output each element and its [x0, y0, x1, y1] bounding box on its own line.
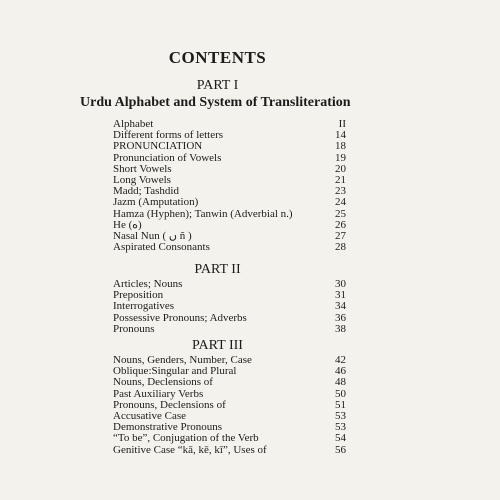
toc-entry-page: 36 — [335, 311, 346, 324]
toc-entry-title: Possessive Pronouns; Adverbs — [113, 311, 247, 324]
toc-entry-title: Alphabet — [113, 118, 154, 130]
toc-entry-page: 20 — [335, 162, 346, 175]
toc-entry-title: Genitive Case “kā, kē, kī”, Uses of — [113, 443, 267, 456]
toc-entry-title: Accusative Case — [113, 410, 186, 423]
toc-entry-title: Articles; Nouns — [113, 278, 183, 290]
toc-entry-page: II — [338, 118, 346, 130]
toc-entry-page: 48 — [335, 376, 346, 389]
toc-entry-title: Pronouns — [113, 322, 155, 335]
toc-entry-title: Pronunciation of Vowels — [113, 151, 222, 164]
contents-heading: CONTENTS — [168, 48, 267, 67]
toc-entry — [113, 445, 346, 456]
toc-entry — [113, 197, 346, 208]
toc-entry — [113, 301, 346, 312]
toc-entry-page: 21 — [335, 174, 346, 187]
toc-entry-title: Demonstrative Pronouns — [113, 421, 223, 434]
toc-entry-page: 46 — [335, 365, 346, 378]
toc-entry-title: Short Vowels — [113, 162, 172, 175]
toc-entry-page: 25 — [335, 207, 346, 220]
part2-list — [113, 279, 346, 335]
toc-entry-page: 56 — [335, 443, 346, 456]
toc-entry-page: 14 — [335, 129, 346, 142]
toc-entry-page: 26 — [335, 218, 346, 231]
toc-entry-title: Pronouns, Declensions of — [113, 398, 226, 411]
toc-entry-page: 53 — [335, 410, 346, 423]
toc-entry-page: 51 — [335, 398, 346, 411]
toc-entry — [113, 209, 346, 220]
toc-entry-page: 23 — [335, 185, 346, 198]
part3-list — [113, 355, 346, 456]
toc-entry-page: 34 — [335, 300, 346, 313]
toc-entry-title: Aspirated Consonants — [113, 241, 210, 254]
toc-entry — [113, 377, 346, 388]
toc-entry — [113, 324, 346, 335]
toc-entry-page: 31 — [335, 289, 346, 302]
toc-entry-page: 27 — [335, 230, 346, 243]
toc-entry-page: 42 — [335, 354, 346, 366]
toc-entry-title: Hamza (Hyphen); Tanwin (Adverbial n.) — [113, 207, 293, 220]
toc-entry-title: “To be”, Conjugation of the Verb — [113, 432, 259, 445]
toc-entry — [113, 242, 346, 253]
toc-entry-page: 28 — [335, 241, 346, 254]
toc-entry-title: He (ه) — [113, 218, 142, 231]
toc-entry — [113, 141, 346, 152]
toc-entry-title: Interrogatives — [113, 300, 175, 313]
part1-list — [113, 119, 346, 253]
toc-entry-page: 19 — [335, 151, 346, 164]
toc-entry-title: Long Vowels — [113, 174, 171, 187]
toc-entry-title: Jazm (Amputation) — [113, 196, 199, 209]
toc-entry-page: 18 — [335, 140, 346, 153]
toc-entry-title: Nasal Nun ( ں ñ ) — [113, 230, 192, 243]
toc-entry-title: PRONUNCIATION — [113, 140, 203, 153]
toc-entry-title: Preposition — [113, 289, 164, 302]
part1-heading: PART I — [196, 78, 239, 93]
toc-entry-title: Past Auxiliary Verbs — [113, 387, 204, 400]
toc-entry-page: 54 — [335, 432, 346, 445]
toc-entry-title: Nouns, Genders, Number, Case — [113, 354, 252, 366]
part3-heading: PART III — [192, 338, 243, 353]
part2-heading: PART II — [194, 262, 241, 277]
toc-entry-title: Oblique:Singular and Plural — [113, 365, 237, 378]
toc-entry-page: 38 — [335, 322, 346, 335]
toc-entry-page: 50 — [335, 387, 346, 400]
toc-entry-title: Different forms of letters — [113, 129, 224, 142]
toc-entry-page: 53 — [335, 421, 346, 434]
toc-entry-title: Nouns, Declensions of — [113, 376, 213, 389]
toc-entry-title: Madd; Tashdid — [113, 185, 179, 198]
part1-subtitle: Urdu Alphabet and System of Transliteration — [80, 95, 351, 110]
toc-entry-page: 30 — [335, 278, 346, 290]
toc-entry — [113, 433, 346, 444]
toc-entry-page: 24 — [335, 196, 346, 209]
